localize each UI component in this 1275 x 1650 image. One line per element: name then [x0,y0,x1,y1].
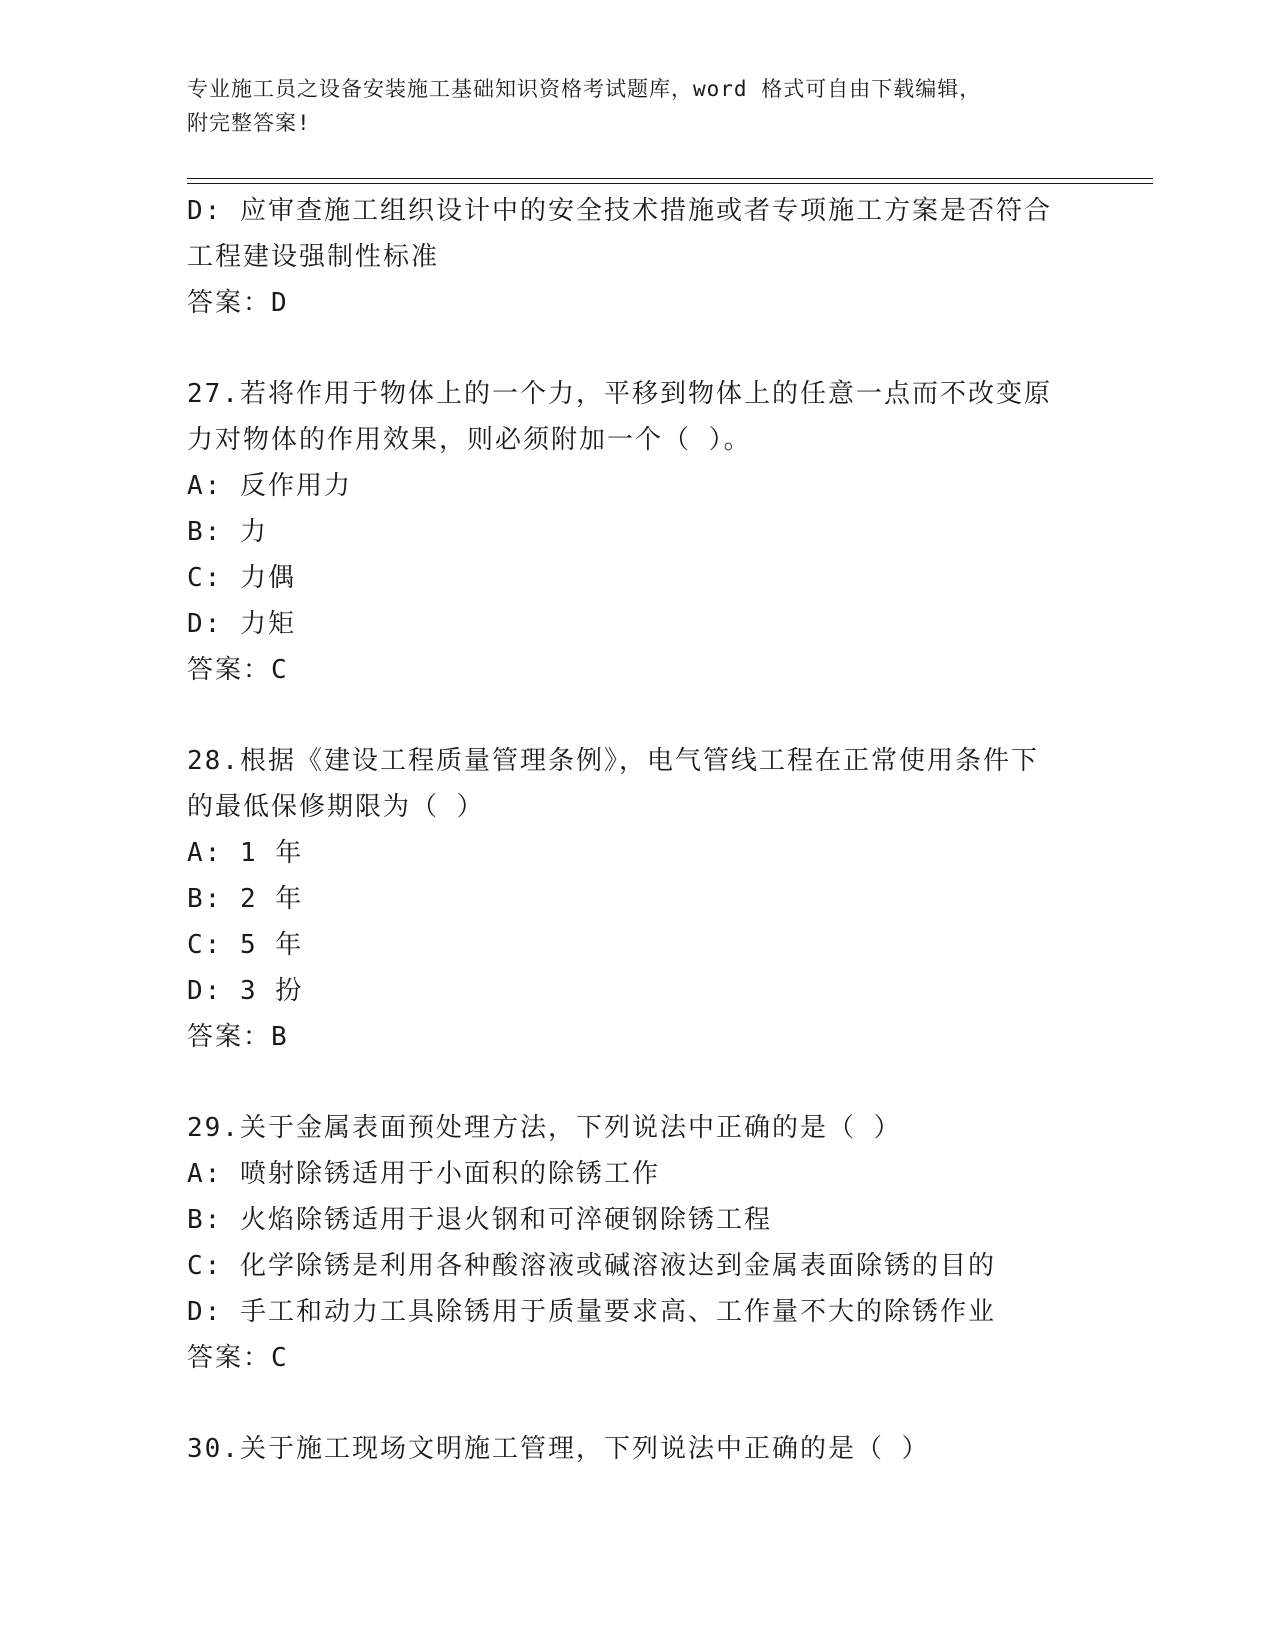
option-a: A: 喷射除锈适用于小面积的除锈工作 [187,1159,660,1189]
question-block-28 [187,738,1087,1060]
option-d-continued: 工程建设强制性标准 [187,242,440,272]
question-stem-continued: 的最低保修期限为（ ） [187,792,485,822]
answer: 答案：D [187,288,289,318]
answer: 答案：C [187,655,289,685]
option-c: C: 化学除锈是利用各种酸溶液或碱溶液达到金属表面除锈的目的 [187,1251,996,1281]
option-b: B: 火焰除锈适用于退火钢和可淬硬钢除锈工程 [187,1205,772,1235]
option-b: B: 力 [187,517,268,547]
question-list [187,188,1087,1472]
answer: 答案：C [187,1343,289,1373]
answer: 答案：B [187,1022,289,1052]
header-divider-bottom [187,183,1153,184]
question-block-26 [187,188,1087,326]
question-stem: 29.关于金属表面预处理方法，下列说法中正确的是（ ） [187,1113,902,1143]
option-d: D: 力矩 [187,609,296,639]
header-line-1: 专业施工员之设备安装施工基础知识资格考试题库，word 格式可自由下载编辑， [187,77,982,101]
question-stem-continued: 力对物体的作用效果，则必须附加一个（ ）。 [187,425,752,455]
question-stem: 27.若将作用于物体上的一个力，平移到物体上的任意一点而不改变原 [187,379,1052,409]
question-stem: 28.根据《建设工程质量管理条例》，电气管线工程在正常使用条件下 [187,746,1039,776]
question-block-29 [187,1105,1087,1381]
spacer [187,326,1087,371]
header-divider-top [187,178,1153,179]
option-b: B: 2 年 [187,884,304,914]
option-d: D: 3 扮 [187,976,304,1006]
question-block-27 [187,371,1087,693]
option-d: D: 手工和动力工具除锈用于质量要求高、工作量不大的除锈作业 [187,1297,996,1327]
document-header [187,72,1067,140]
option-a: A: 反作用力 [187,471,352,501]
option-c: C: 5 年 [187,930,304,960]
option-c: C: 力偶 [187,563,296,593]
question-stem: 30.关于施工现场文明施工管理，下列说法中正确的是（ ） [187,1434,930,1464]
header-line-2: 附完整答案! [187,111,311,135]
spacer [187,1381,1087,1426]
question-block-30 [187,1426,1087,1472]
option-a: A: 1 年 [187,838,304,868]
spacer [187,1060,1087,1105]
spacer [187,693,1087,738]
option-d: D: 应审查施工组织设计中的安全技术措施或者专项施工方案是否符合 [187,196,1052,226]
